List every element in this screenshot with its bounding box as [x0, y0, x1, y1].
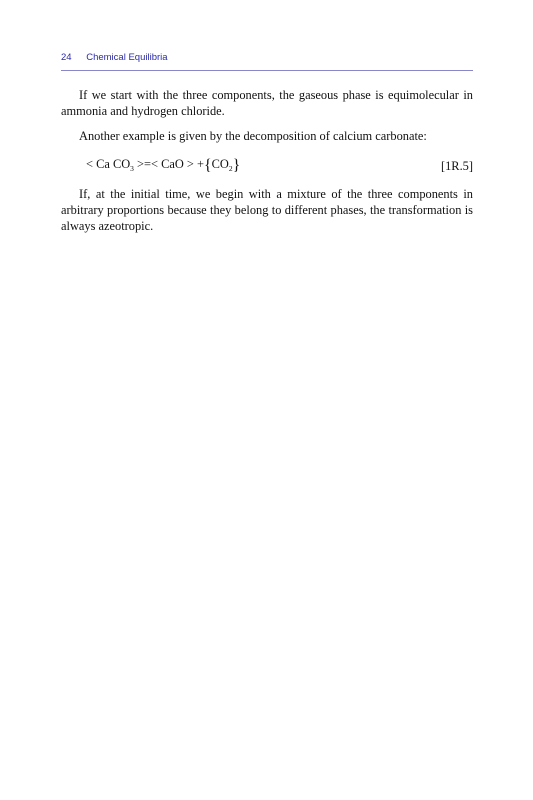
- paragraph-example: Another example is given by the decomposition of calcium carbonate:: [79, 129, 427, 144]
- equation-product: CO: [211, 156, 229, 171]
- equation-reactant-subscript: 3: [130, 163, 134, 173]
- equation-middle: >=< CaO > +: [133, 156, 204, 171]
- equation-brace-close: }: [232, 156, 241, 174]
- page-body: [61, 87, 473, 243]
- paragraph-azeotropic: If, at the initial time, we begin with a mixture of the three components in arbitrary proportions because they belong to different phases, the transformation is always azeotropic.: [61, 186, 473, 234]
- equation-number: [1R.5]: [440, 158, 473, 173]
- equation-expression: [86, 156, 240, 177]
- running-title: Chemical Equilibria: [86, 52, 168, 63]
- paragraph-gaseous-phase: If we start with the three components, the gaseous phase is equimolecular in ammonia and hydrogen chloride.: [61, 88, 473, 119]
- equation-brace-open: {: [203, 156, 212, 174]
- page-header: [61, 52, 473, 71]
- equation-1r5: [61, 154, 473, 180]
- equation-reactant: < Ca CO: [86, 156, 131, 171]
- equation-product-subscript: 2: [228, 163, 233, 173]
- page-number: 24: [61, 52, 72, 63]
